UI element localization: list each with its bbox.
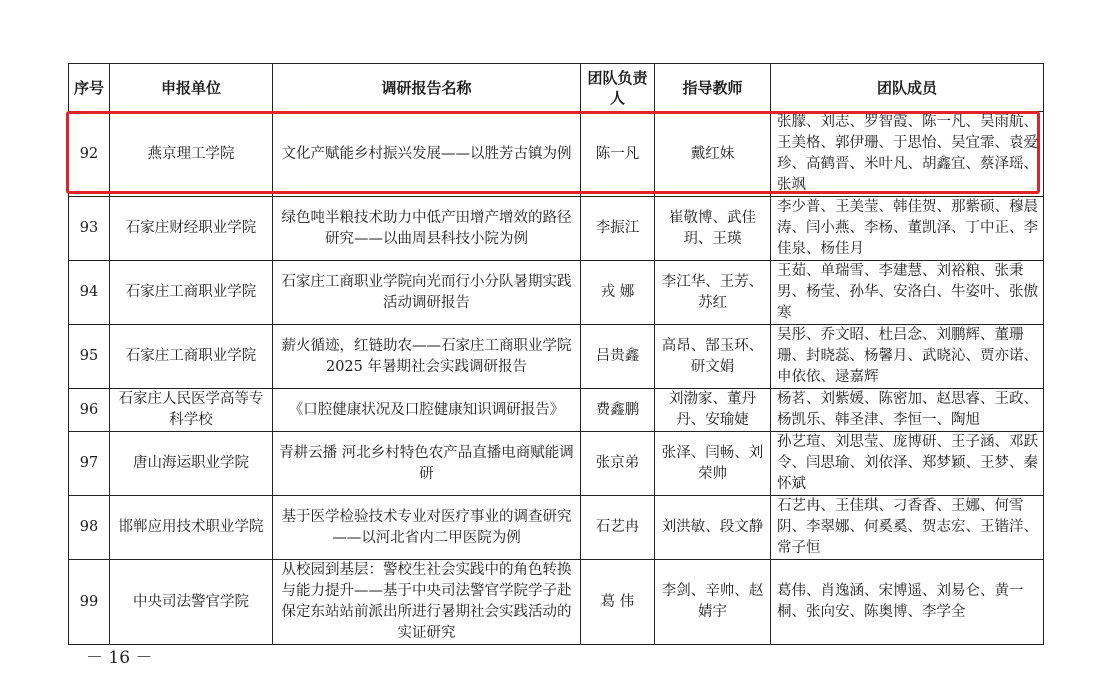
header-members: 团队成员 [771, 64, 1044, 112]
header-unit: 申报单位 [110, 64, 273, 112]
cell-no: 95 [69, 325, 110, 389]
cell-members: 王茹、单瑞雪、李建慧、刘裕粮、张秉男、杨莹、孙华、安洛白、牛姿叶、张傲寒 [771, 261, 1044, 325]
cell-title: 石家庄工商职业学院向光而行小分队暑期实践活动调研报告 [273, 261, 581, 325]
cell-unit: 石家庄工商职业学院 [110, 261, 273, 325]
cell-teacher: 高昂、郜玉环、研文娟 [655, 325, 771, 389]
header-teacher: 指导教师 [655, 64, 771, 112]
cell-leader: 石艺冉 [581, 496, 655, 560]
table-row [69, 325, 1044, 389]
cell-members: 石艺冉、王佳琪、刁香香、王娜、何雪阴、李翠娜、何奚奚、贺志宏、王锴洋、常子恒 [771, 496, 1044, 560]
table-row [69, 560, 1044, 645]
cell-teacher: 崔敬博、武佳玥、王瑛 [655, 197, 771, 261]
cell-title: 《口腔健康状况及口腔健康知识调研报告》 [273, 389, 581, 432]
header-title: 调研报告名称 [273, 64, 581, 112]
cell-teacher: 刘洪敏、段文静 [655, 496, 771, 560]
cell-title: 基于医学检验技术专业对医疗事业的调查研究——以河北省内二甲医院为例 [273, 496, 581, 560]
cell-leader: 李振江 [581, 197, 655, 261]
cell-teacher: 张泽、闫畅、刘荣帅 [655, 432, 771, 496]
cell-leader: 葛 伟 [581, 560, 655, 645]
cell-leader: 吕贵鑫 [581, 325, 655, 389]
cell-members: 吴彤、乔文昭、杜吕念、刘鹏辉、董珊珊、封晓蕊、杨馨月、武晓沁、贾亦诺、申依依、逯嘉辉 [771, 325, 1044, 389]
header-no: 序号 [69, 64, 110, 112]
cell-title: 绿色吨半粮技术助力中低产田增产增效的路径研究——以曲周县科技小院为例 [273, 197, 581, 261]
cell-title: 青耕云播 河北乡村特色农产品直播电商赋能调研 [273, 432, 581, 496]
cell-leader: 戎 娜 [581, 261, 655, 325]
cell-members: 孙艺瑄、刘思莹、庞博研、王子涵、邓跃令、闫思瑜、刘依泽、郑梦颖、王梦、秦怀斌 [771, 432, 1044, 496]
cell-unit: 石家庄人民医学高等专科学校 [110, 389, 273, 432]
table-row [69, 197, 1044, 261]
cell-no: 98 [69, 496, 110, 560]
cell-members: 杨茗、刘紫媛、陈密加、赵思睿、王政、杨凯乐、韩圣津、李恒一、陶旭 [771, 389, 1044, 432]
table-header-row [69, 64, 1044, 112]
cell-title: 薪火循迹，红链助农——石家庄工商职业学院 2025 年暑期社会实践调研报告 [273, 325, 581, 389]
table-row [69, 112, 1044, 197]
table-row [69, 261, 1044, 325]
cell-members: 张朦、刘志、罗智霞、陈一凡、吴雨航、王美格、郭伊珊、于思怡、吴宜霏、袁爱珍、高鹤晋、米叶凡、胡鑫宜、蔡泽瑶、张飒 [771, 112, 1044, 197]
table-row [69, 389, 1044, 432]
cell-unit: 石家庄财经职业学院 [110, 197, 273, 261]
cell-title: 文化产赋能乡村振兴发展——以胜芳古镇为例 [273, 112, 581, 197]
cell-title: 从校园到基层：警校生社会实践中的角色转换与能力提升——基于中央司法警官学院学子赴保定东站站前派出所进行暑期社会实践活动的实证研究 [273, 560, 581, 645]
cell-members: 李少普、王美莹、韩佳贺、那紫硕、穆晨涛、闫小燕、李杨、董凯泽、丁中正、李佳泉、杨佳月 [771, 197, 1044, 261]
table-row [69, 496, 1044, 560]
cell-no: 96 [69, 389, 110, 432]
cell-teacher: 刘渤家、董丹丹、安瑜婕 [655, 389, 771, 432]
cell-no: 93 [69, 197, 110, 261]
cell-no: 99 [69, 560, 110, 645]
cell-unit: 邯郸应用技术职业学院 [110, 496, 273, 560]
cell-teacher: 李江华、王芳、苏红 [655, 261, 771, 325]
cell-unit: 中央司法警官学院 [110, 560, 273, 645]
cell-leader: 张京弟 [581, 432, 655, 496]
project-table [68, 63, 1044, 645]
cell-no: 94 [69, 261, 110, 325]
cell-leader: 费鑫鹏 [581, 389, 655, 432]
cell-members: 葛伟、肖逸涵、宋博遥、刘易仑、黄一桐、张向安、陈奥博、李学全 [771, 560, 1044, 645]
cell-unit: 燕京理工学院 [110, 112, 273, 197]
cell-no: 97 [69, 432, 110, 496]
table-row [69, 432, 1044, 496]
cell-leader: 陈一凡 [581, 112, 655, 197]
cell-unit: 唐山海运职业学院 [110, 432, 273, 496]
cell-teacher: 李剑、辛帅、赵婧宇 [655, 560, 771, 645]
header-leader: 团队负责人 [581, 64, 655, 112]
cell-no: 92 [69, 112, 110, 197]
cell-unit: 石家庄工商职业学院 [110, 325, 273, 389]
page-number: － 16 － [86, 648, 153, 668]
cell-teacher: 戴红妹 [655, 112, 771, 197]
